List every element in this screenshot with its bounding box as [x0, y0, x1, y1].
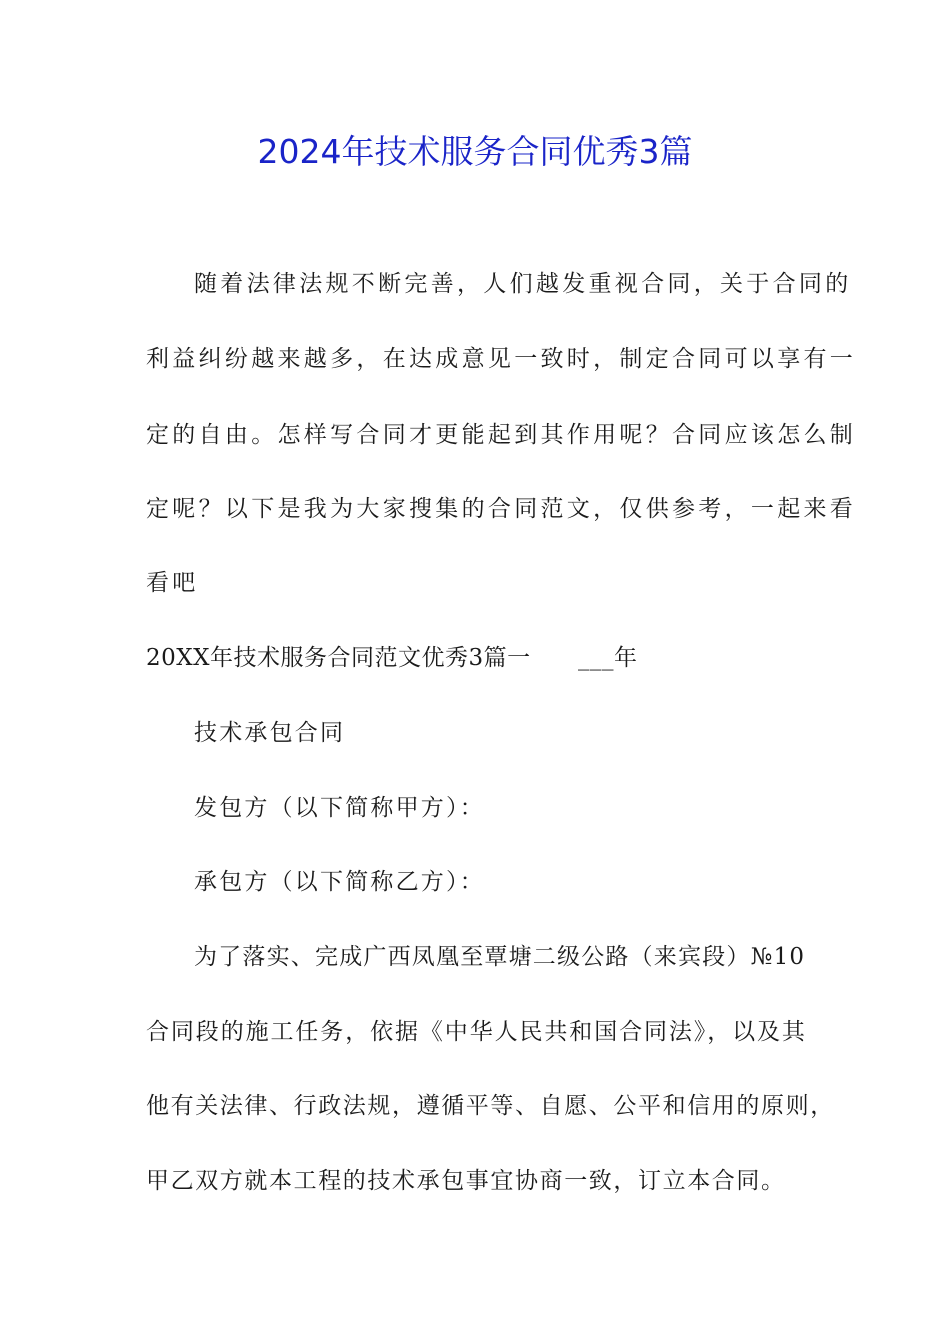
- contract-title: 技术承包合同: [194, 720, 346, 746]
- party-b-line: 承包方（以下简称乙方）：: [194, 869, 485, 895]
- section-heading: 20XX年技术服务合同范文优秀3篇一: [146, 645, 531, 671]
- intro-line-5: 看吧: [146, 570, 199, 596]
- intro-line-4: 定呢？以下是我为大家搜集的合同范文，仅供参考，一起来看: [146, 496, 857, 522]
- body-line-3: 他有关法律、行政法规，遵循平等、自愿、公平和信用的原则，: [146, 1093, 835, 1119]
- body-line-4: 甲乙双方就本工程的技术承包事宜协商一致，订立本合同。: [146, 1168, 786, 1194]
- intro-line-3: 定的自由。怎样写合同才更能起到其作用呢？合同应该怎么制: [146, 422, 857, 448]
- body-line-2: 合同段的施工任务，依据《中华人民共和国合同法》，以及其: [146, 1019, 807, 1045]
- document-title: 2024年技术服务合同优秀3篇: [257, 132, 693, 171]
- body-line-1: 为了落实、完成广西凤凰至覃塘二级公路（来宾段）№10: [194, 944, 806, 970]
- year-blank: ___年: [578, 645, 638, 671]
- intro-line-1: 随着法律法规不断完善，人们越发重视合同，关于合同的: [194, 271, 852, 297]
- intro-line-2: 利益纠纷越来越多，在达成意见一致时，制定合同可以享有一: [146, 346, 857, 372]
- party-a-line: 发包方（以下简称甲方）：: [194, 795, 485, 821]
